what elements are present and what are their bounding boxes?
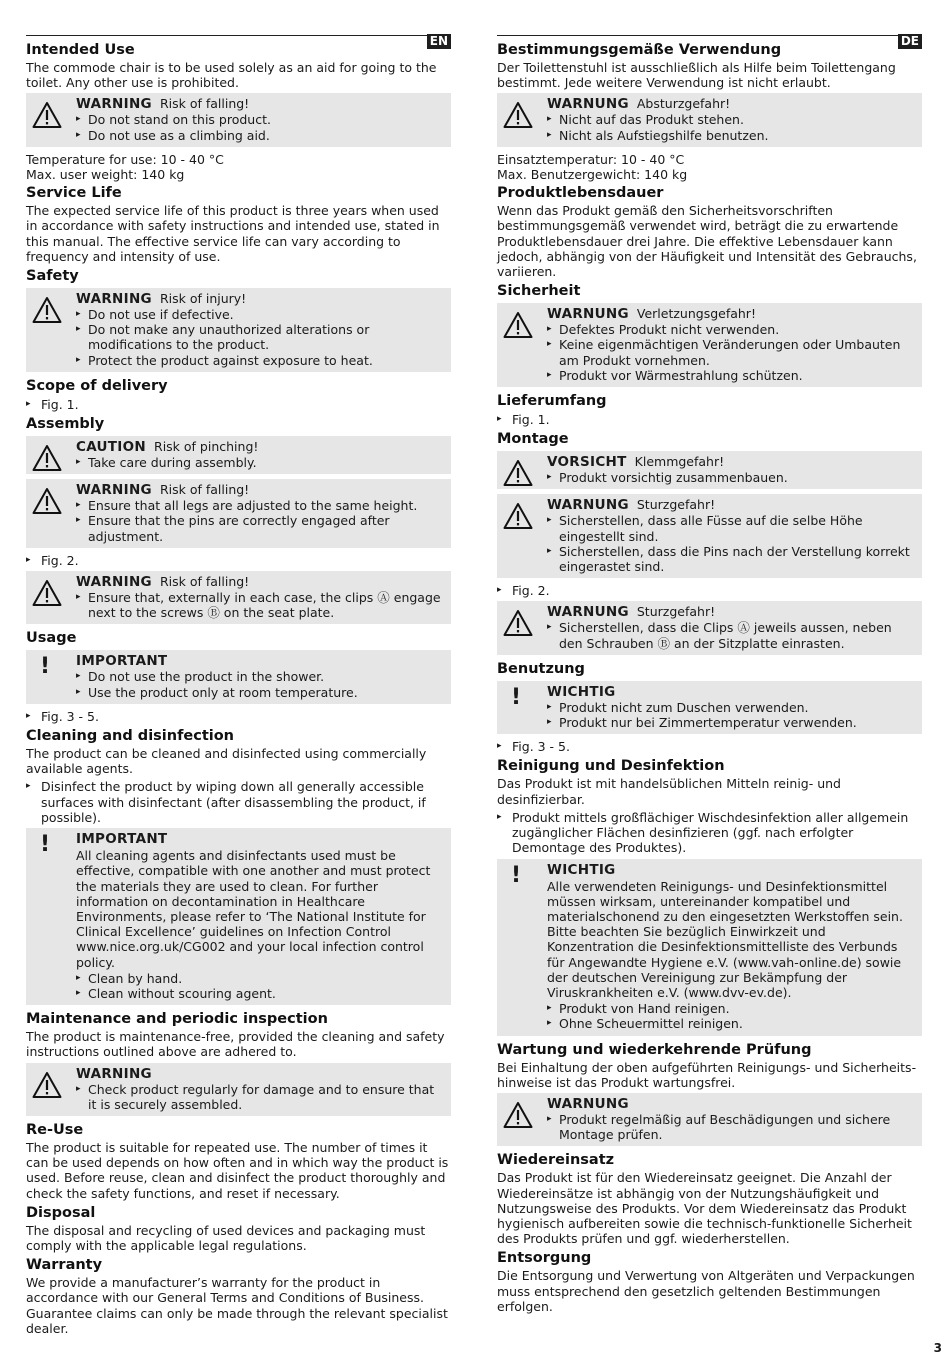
box-bullet-list — [547, 322, 916, 383]
german-column — [497, 35, 922, 1317]
column-rule — [497, 34, 922, 48]
box-bullet-list — [547, 513, 916, 574]
box-bullet-item: ▸ Do not stand on this product. — [76, 112, 445, 127]
box-bullet-item: ▸ Ensure that, externally in each case, the clips Ⓐ engage next to the screws Ⓑ on the seat plate. — [76, 590, 445, 620]
bullet-item: ▸ Fig. 2. — [497, 583, 922, 598]
box-bullet-item: ▸ Produkt vorsichtig zusammenbauen. — [547, 470, 916, 485]
exclamation-icon: ! — [511, 684, 522, 710]
bullet-list — [497, 810, 922, 856]
language-tag: EN — [427, 34, 451, 49]
section-heading: Sicherheit — [497, 283, 581, 300]
box-header — [547, 497, 916, 513]
section-heading: Scope of delivery — [26, 377, 168, 394]
warning-box — [497, 93, 922, 146]
section-heading: Disposal — [26, 1204, 96, 1221]
bullet-item: ▸ Fig. 1. — [26, 397, 451, 412]
box-bullet-item: ▸ Do not use if defective. — [76, 307, 445, 322]
warning-triangle-icon — [32, 101, 62, 129]
hazard-text: Klemmgefahr! — [634, 454, 725, 470]
section-heading: Cleaning and disinfection — [26, 728, 235, 745]
section-heading: Produktlebensdauer — [497, 185, 664, 202]
signal-word: WICHTIG — [547, 861, 616, 878]
warning-box — [26, 571, 451, 624]
section-heading: Re-Use — [26, 1121, 84, 1138]
box-bullet-item: ▸ Clean without scouring agent. — [76, 986, 445, 1001]
box-bullet-item: ▸ Do not use the product in the shower. — [76, 669, 445, 684]
language-tag: DE — [898, 34, 922, 49]
warning-box — [26, 479, 451, 548]
bullet-item: ▸ Fig. 1. — [497, 412, 922, 427]
bullet-list — [26, 779, 451, 825]
box-header — [547, 96, 916, 112]
spec-lines — [26, 152, 451, 182]
box-header — [76, 291, 445, 307]
warning-triangle-icon — [32, 1071, 62, 1099]
paragraph: The expected service life of this product is three years when used in accordance with safety instructions and intended use, stated in this manual. The effective service life can vary according to frequency and intensity of use. — [26, 203, 440, 264]
signal-word: WARNUNG — [547, 604, 629, 621]
hazard-text: Risk of falling! — [159, 574, 250, 590]
spec-lines — [497, 152, 922, 182]
box-bullet-item: ▸ Ensure that the pins are correctly engaged after adjustment. — [76, 513, 445, 543]
paragraph: The commode chair is to be used solely as an aid for going to the toilet. Any other use is prohibited. — [26, 60, 437, 91]
box-header — [76, 1066, 445, 1082]
paragraph: The product is maintenance-free, provided the cleaning and safety instructions outlined above are adhered to. — [26, 1029, 445, 1060]
english-sections — [26, 41, 451, 1336]
warning-box — [497, 601, 922, 654]
section-heading: Service Life — [26, 185, 122, 202]
box-bullet-item: ▸ Check product regularly for damage and to ensure that it is securely assembled. — [76, 1082, 445, 1112]
bullet-list — [26, 709, 451, 724]
english-column — [26, 35, 451, 1339]
warning-triangle-icon — [32, 487, 62, 515]
bullet-item: ▸ Disinfect the product by wiping down all generally accessible surfaces with disinfectant (after disassembling the product, if possible). — [26, 779, 451, 825]
section-heading: Montage — [497, 431, 569, 448]
box-header — [547, 684, 916, 700]
hazard-text: Risk of pinching! — [154, 439, 259, 455]
box-bullet-item: ▸ Produkt nur bei Zimmertemperatur verwenden. — [547, 715, 916, 730]
section-heading: Wartung und wiederkehrende Prüfung — [497, 1041, 812, 1058]
important-box — [26, 828, 451, 1005]
box-header — [76, 653, 445, 669]
box-bullet-item: ▸ Take care during assembly. — [76, 455, 445, 470]
box-bullet-list — [76, 971, 445, 1001]
paragraph: Das Produkt ist für den Wiedereinsatz geeignet. Die Anzahl der Wiedereinsätze ist abhängig von der Nutzungshäufigkeit und Nutzungsweise des Produkts. Vor dem Wiedereinsatz das Produkt hygienisch aufbereiten sowie die technisch-funktionelle Sicherheit des Produkts prüfen und ggf. wiederherstellen. — [497, 1170, 912, 1247]
box-bullet-item: ▸ Nicht auf das Produkt stehen. — [547, 112, 916, 127]
signal-word: WARNING — [76, 482, 152, 499]
box-bullet-item: ▸ Sicherstellen, dass die Pins nach der Verstellung korrekt eingerastet sind. — [547, 544, 916, 574]
box-header — [76, 831, 445, 847]
box-bullet-list — [76, 455, 445, 470]
box-body-text: All cleaning agents and disinfectants used must be effective, compatible with one another and must protect the materials they are used to clean. For further information on decontamination in Healthcare Environments, please refer to ‘The National Institute for Clinical Excellence’ guidelines on Infection Control www.nice.org.uk/CG002 and your local infection control policy. — [76, 848, 431, 970]
spec-line: Max. user weight: 140 kg — [26, 167, 185, 183]
section-heading: Maintenance and periodic inspection — [26, 1011, 328, 1028]
paragraph: Der Toilettenstuhl ist ausschließlich als Hilfe beim Toilettengang bestimmt. Jede weitere Verwendung ist nicht erlaubt. — [497, 60, 896, 91]
box-header — [547, 306, 916, 322]
spec-line: Max. Benutzergewicht: 140 kg — [497, 167, 688, 183]
box-bullet-item: ▸ Sicherstellen, dass die Clips Ⓐ jeweils aussen, neben den Schrauben Ⓑ an der Sitzplatte einrasten. — [547, 620, 916, 650]
warning-triangle-icon — [503, 609, 533, 637]
warning-triangle-icon — [503, 1101, 533, 1129]
section-heading: Benutzung — [497, 660, 585, 677]
paragraph: Die Entsorgung und Verwertung von Altgeräten und Verpackungen muss entsprechend den gesetzlich geltenden Bestimmungen erfolgen. — [497, 1268, 915, 1314]
box-bullet-item: ▸ Do not make any unauthorized alterations or modifications to the product. — [76, 322, 445, 352]
box-bullet-item: ▸ Ensure that all legs are adjusted to the same height. — [76, 498, 445, 513]
box-bullet-item: ▸ Ohne Scheuermittel reinigen. — [547, 1016, 916, 1031]
box-bullet-list — [547, 1112, 916, 1142]
hazard-text: Absturzgefahr! — [636, 96, 731, 112]
box-header — [76, 96, 445, 112]
hazard-text: Sturzgefahr! — [636, 604, 716, 620]
box-bullet-item: ▸ Nicht als Aufstiegshilfe benutzen. — [547, 128, 916, 143]
box-bullet-list — [547, 700, 916, 730]
warning-triangle-icon — [503, 101, 533, 129]
hazard-text: Sturzgefahr! — [636, 497, 716, 513]
box-bullet-item: ▸ Keine eigenmächtigen Veränderungen oder Umbauten am Produkt vornehmen. — [547, 337, 916, 367]
bullet-item: ▸ Fig. 2. — [26, 553, 451, 568]
box-bullet-item: ▸ Produkt von Hand reinigen. — [547, 1001, 916, 1016]
hazard-text: Risk of injury! — [159, 291, 247, 307]
signal-word: WARNUNG — [547, 306, 629, 323]
important-box — [497, 859, 922, 1036]
paragraph: The product is suitable for repeated use. The number of times it can be used depends on how often and in which way the product is used. Before reuse, clean and disinfect the product thoroughly and check the safety functions, and reset if necessary. — [26, 1139, 449, 1201]
signal-word: VORSICHT — [547, 454, 627, 471]
spec-line: Temperature for use: 10 - 40 °C — [26, 151, 224, 167]
section-heading: Safety — [26, 268, 79, 285]
box-bullet-list — [76, 498, 445, 544]
box-bullet-item: ▸ Produkt nicht zum Duschen verwenden. — [547, 700, 916, 715]
section-heading: Warranty — [26, 1257, 103, 1274]
exclamation-icon: ! — [511, 862, 522, 888]
important-box — [497, 681, 922, 734]
box-header — [76, 482, 445, 498]
hazard-text: Risk of falling! — [159, 482, 250, 498]
signal-word: IMPORTANT — [76, 653, 168, 670]
german-sections — [497, 41, 922, 1314]
warning-box — [26, 93, 451, 146]
bullet-list — [497, 739, 922, 754]
box-bullet-item: ▸ Clean by hand. — [76, 971, 445, 986]
box-body-text: Alle verwendeten Reinigungs- und Desinfektionsmittel müssen wirksam, untereinander kompatibel und materialschonend zu den eingesetzten Werkstoffen sein. Bitte beachten Sie bezüglich Einwirkzeit und Konzentration die Desinfektionsmittelliste des Verbunds für Angewandte Hygiene e.V. (www.vah-online.de) sowie der deutschen Vereinigung zur Bekämpfung der Viruskrankheiten e.V. (www.dvv-ev.de). — [547, 878, 903, 1000]
box-bullet-item: ▸ Defektes Produkt nicht verwenden. — [547, 322, 916, 337]
bullet-list — [26, 553, 451, 568]
bullet-list — [497, 412, 922, 427]
paragraph: The product can be cleaned and disinfected using commercially available agents. — [26, 746, 427, 777]
page-number: 3 — [933, 1341, 942, 1355]
bullet-item: ▸ Fig. 3 - 5. — [497, 739, 922, 754]
important-box — [26, 650, 451, 703]
warning-box — [497, 1093, 922, 1146]
warning-box — [497, 451, 922, 489]
hazard-text: Risk of falling! — [159, 96, 250, 112]
paragraph: Das Produkt ist mit handelsüblichen Mitteln reinig- und desinfizierbar. — [497, 776, 841, 807]
signal-word: IMPORTANT — [76, 831, 168, 848]
section-heading: Entsorgung — [497, 1250, 592, 1267]
box-header — [76, 439, 445, 455]
signal-word: WARNING — [76, 96, 152, 113]
box-bullet-list — [76, 669, 445, 699]
signal-word: CAUTION — [76, 439, 147, 456]
box-bullet-list — [547, 470, 916, 485]
signal-word: WARNUNG — [547, 96, 629, 113]
box-bullet-item: ▸ Use the product only at room temperature. — [76, 685, 445, 700]
column-rule — [26, 34, 451, 48]
section-heading: Wiedereinsatz — [497, 1152, 615, 1169]
box-bullet-item: ▸ Do not use as a climbing aid. — [76, 128, 445, 143]
signal-word: WARNING — [76, 1065, 152, 1082]
paragraph: The disposal and recycling of used devices and packaging must comply with the applicable legal regulations. — [26, 1222, 426, 1253]
box-header — [76, 574, 445, 590]
exclamation-icon: ! — [40, 654, 51, 680]
warning-triangle-icon — [503, 311, 533, 339]
box-bullet-item: ▸ Sicherstellen, dass alle Füsse auf die selbe Höhe eingestellt sind. — [547, 513, 916, 543]
bullet-item: ▸ Fig. 3 - 5. — [26, 709, 451, 724]
signal-word: WARNING — [76, 291, 152, 308]
warning-box — [26, 436, 451, 474]
section-heading: Lieferumfang — [497, 393, 607, 410]
spec-line: Einsatztemperatur: 10 - 40 °C — [497, 151, 685, 167]
box-header — [547, 1096, 916, 1112]
warning-box — [26, 1063, 451, 1116]
section-heading: Intended Use — [26, 42, 135, 58]
box-header — [547, 862, 916, 878]
section-heading: Usage — [26, 630, 77, 647]
warning-box — [26, 288, 451, 372]
box-bullet-list — [76, 112, 445, 142]
box-header — [547, 454, 916, 470]
box-bullet-item: ▸ Produkt vor Wärmestrahlung schützen. — [547, 368, 916, 383]
box-bullet-list — [76, 590, 445, 620]
section-heading: Bestimmungsgemäße Verwendung — [497, 42, 782, 58]
section-heading: Reinigung und Desinfektion — [497, 758, 725, 775]
signal-word: WARNUNG — [547, 1095, 629, 1112]
box-bullet-item: ▸ Protect the product against exposure to heat. — [76, 353, 445, 368]
box-header — [547, 604, 916, 620]
paragraph: Bei Einhaltung der oben aufgeführten Reinigungs- und Sicherheitshinweise ist das Produkt wartungsfrei. — [497, 1059, 917, 1090]
warning-triangle-icon — [503, 502, 533, 530]
bullet-item: ▸ Produkt mittels großflächiger Wischdesinfektion aller allgemein zugänglicher Flächen desinfizieren (ggf. nach erfolgter Demontage des Produktes). — [497, 810, 922, 856]
box-bullet-list — [76, 307, 445, 368]
box-bullet-list — [547, 1001, 916, 1031]
warning-box — [497, 303, 922, 387]
warning-triangle-icon — [32, 579, 62, 607]
signal-word: WICHTIG — [547, 683, 616, 700]
signal-word: WARNING — [76, 574, 152, 591]
warning-triangle-icon — [32, 444, 62, 472]
hazard-text: Verletzungsgefahr! — [636, 306, 756, 322]
warning-triangle-icon — [503, 459, 533, 487]
paragraph: We provide a manufacturer’s warranty for the product in accordance with our General Terms and Conditions of Business. Guarantee claims can only be made through the relevant specialist dealer. — [26, 1275, 448, 1336]
bullet-list — [497, 583, 922, 598]
box-bullet-list — [76, 1082, 445, 1112]
signal-word: WARNUNG — [547, 497, 629, 514]
section-heading: Assembly — [26, 416, 105, 433]
warning-triangle-icon — [32, 296, 62, 324]
box-bullet-item: ▸ Produkt regelmäßig auf Beschädigungen und sichere Montage prüfen. — [547, 1112, 916, 1142]
box-bullet-list — [547, 112, 916, 142]
exclamation-icon: ! — [40, 832, 51, 858]
paragraph: Wenn das Produkt gemäß den Sicherheitsvorschriften bestimmungsgemäß verwendet wird, beträgt die zu erwartende Produktlebensdauer drei Jahre. Die effektive Lebensdauer kann jedoch, abhängig von der Häufigkeit und Intensität des Gebrauchs, variieren. — [497, 203, 917, 280]
warning-box — [497, 494, 922, 578]
bullet-list — [26, 397, 451, 412]
box-bullet-list — [547, 620, 916, 650]
